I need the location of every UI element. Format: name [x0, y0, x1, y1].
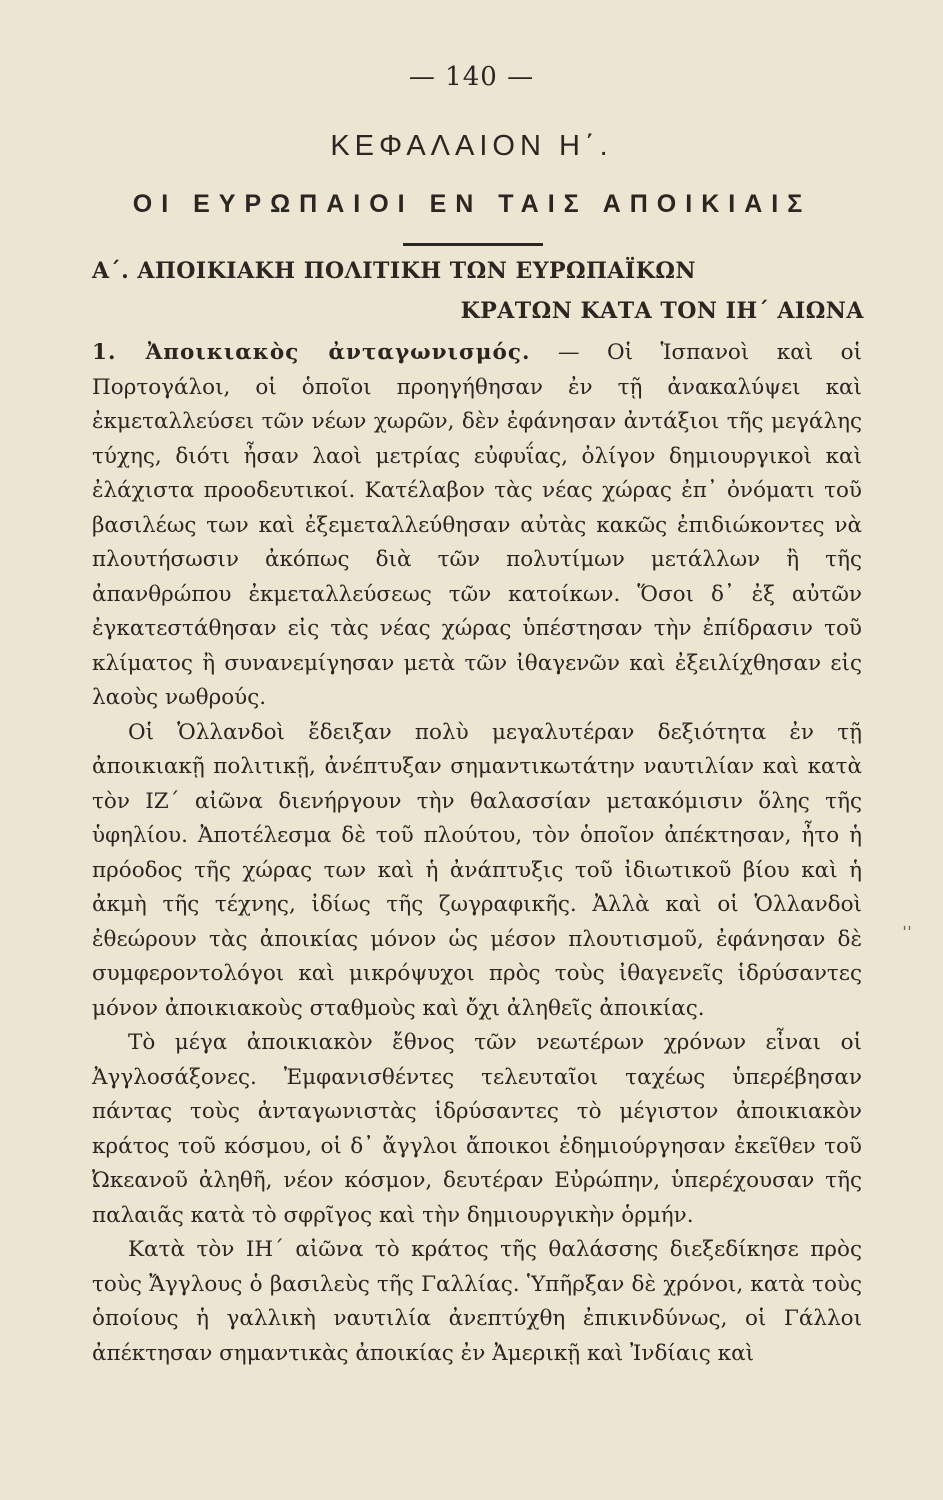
paragraph-4: [92, 1233, 862, 1371]
chapter-subtitle: ΟΙ ΕΥΡΩΠΑΙΟΙ ΕΝ ΤΑΙΣ ΑΠΟΙΚΙΑΙΣ: [132, 190, 812, 218]
section-heading-line1: Α΄. ΑΠΟΙΚΙΑΚΗ ΠΟΛΙΤΙΚΗ ΤΩΝ ΕΥΡΩΠΑΪΚΩΝ: [92, 258, 697, 284]
margin-mark: ˌˌ: [902, 912, 912, 933]
divider-rule: [403, 243, 543, 246]
paragraph-text: Κατὰ τὸν ΙΗ΄ αἰῶνα τὸ κράτος τῆς θαλάσσης διεξεδίκησε πρὸς τοὺς Ἄγγλους ὁ βασιλεὺς τῆς Γαλλίας. Ὑπῆρξαν δὲ χρόνοι, κατὰ τοὺς ὁποίους ἡ γαλλικὴ ναυτιλία ἀνεπτύχθη ἐπικινδύνως, οἱ Γάλλοι ἀπέκτησαν σημαντικὰς ἀποικίας ἐν Ἀμερικῇ καὶ Ἰνδίαις καὶ: [92, 1237, 862, 1366]
paragraph-text: Τὸ μέγα ἀποικιακὸν ἔθνος τῶν νεωτέρων χρόνων εἶναι οἱ Ἀγγλοσάξονες. Ἐμφανισθέντες τελευταῖοι ταχέως ὑπερέβησαν πάντας τοὺς ἀνταγωνιστὰς ἱδρύσαντες τὸ μέγιστον ἀποικιακὸν κράτος τοῦ κόσμου, οἱ δ᾽ ἄγγλοι ἄποικοι ἐδημιούργησαν ἐκεῖθεν τοῦ Ὠκεανοῦ ἀληθῆ, νέον κόσμον, δευτέραν Εὐρώπην, ὑπερέχουσαν τῆς παλαιᾶς κατὰ τὸ σφρῖγος καὶ τὴν δημιουργικὴν ὁρμήν.: [92, 1030, 862, 1228]
paragraph-text: — Οἱ Ἱσπανοὶ καὶ οἱ Πορτογάλοι, οἱ ὁποῖοι προηγήθησαν ἐν τῇ ἀνακαλύψει καὶ ἐκμεταλλεύσει τῶν νέων χωρῶν, δὲν ἐφάνησαν ἀντάξιοι τῆς μεγάλης τύχης, διότι ἦσαν λαοὶ μετρίας εὐφυΐας, ὀλίγον δημιουργικοὶ καὶ ἐλάχιστα προοδευτικοί. Κατέλαβον τὰς νέας χώρας ἐπ᾽ ὀνόματι τοῦ βασιλέως των καὶ ἐξεμεταλλεύθησαν αὐτὰς κακῶς ἐπιδιώκοντες νὰ πλουτήσωσιν ἀκόπως διὰ τῶν πολυτίμων μετάλλων ἢ τῆς ἀπανθρώπου ἐκμεταλλεύσεως τῶν κατοίκων. Ὅσοι δ᾽ ἐξ αὐτῶν ἐγκατεστάθησαν εἰς τὰς νέας χώρας ὑπέστησαν τὴν ἐπίδρασιν τοῦ κλίματος ἢ συνανεμίγησαν μετὰ τῶν ἰθαγενῶν καὶ ἐξειλίχθησαν εἰς λαοὺς νωθρούς.: [92, 340, 862, 710]
chapter-title: ΚΕΦΑΛΑΙΟΝ Η΄.: [330, 130, 613, 162]
body-text: [92, 336, 862, 1371]
paragraph-1: [92, 336, 862, 716]
paragraph-2: [92, 716, 862, 1027]
paragraph-3: [92, 1026, 862, 1233]
paragraph-lead: 1. Ἀποικιακὸς ἀνταγωνισμός.: [92, 340, 531, 365]
page-number: — 140 —: [408, 62, 535, 92]
paragraph-text: Οἱ Ὁλλανδοὶ ἔδειξαν πολὺ μεγαλυτέραν δεξιότητα ἐν τῇ ἀποικιακῇ πολιτικῇ, ἀνέπτυξαν σημαντικωτάτην ναυτιλίαν καὶ κατὰ τὸν ΙΖ΄ αἰῶνα διενήργουν τὴν θαλασσίαν μετακόμισιν ὅλης τῆς ὑφηλίου. Ἀποτέλεσμα δὲ τοῦ πλούτου, τὸν ὁποῖον ἀπέκτησαν, ἦτο ἡ πρόοδος τῆς χώρας των καὶ ἡ ἀνάπτυξις τοῦ ἰδιωτικοῦ βίου καὶ ἡ ἀκμὴ τῆς τέχνης, ἰδίως τῆς ζωγραφικῆς. Ἀλλὰ καὶ οἱ Ὁλλανδοὶ ἐθεώρουν τὰς ἀποικίας μόνον ὡς μέσον πλουτισμοῦ, ἐφάνησαν δὲ συμφεροντολόγοι καὶ μικρόψυχοι πρὸς τοὺς ἰθαγενεῖς ἱδρύσαντες μόνον ἀποικιακοὺς σταθμοὺς καὶ ὄχι ἀληθεῖς ἀποικίας.: [92, 719, 862, 1021]
section-heading-line2: ΚΡΑΤΩΝ ΚΑΤΑ ΤΟΝ ΙΗ΄ ΑΙΩΝΑ: [460, 298, 864, 324]
